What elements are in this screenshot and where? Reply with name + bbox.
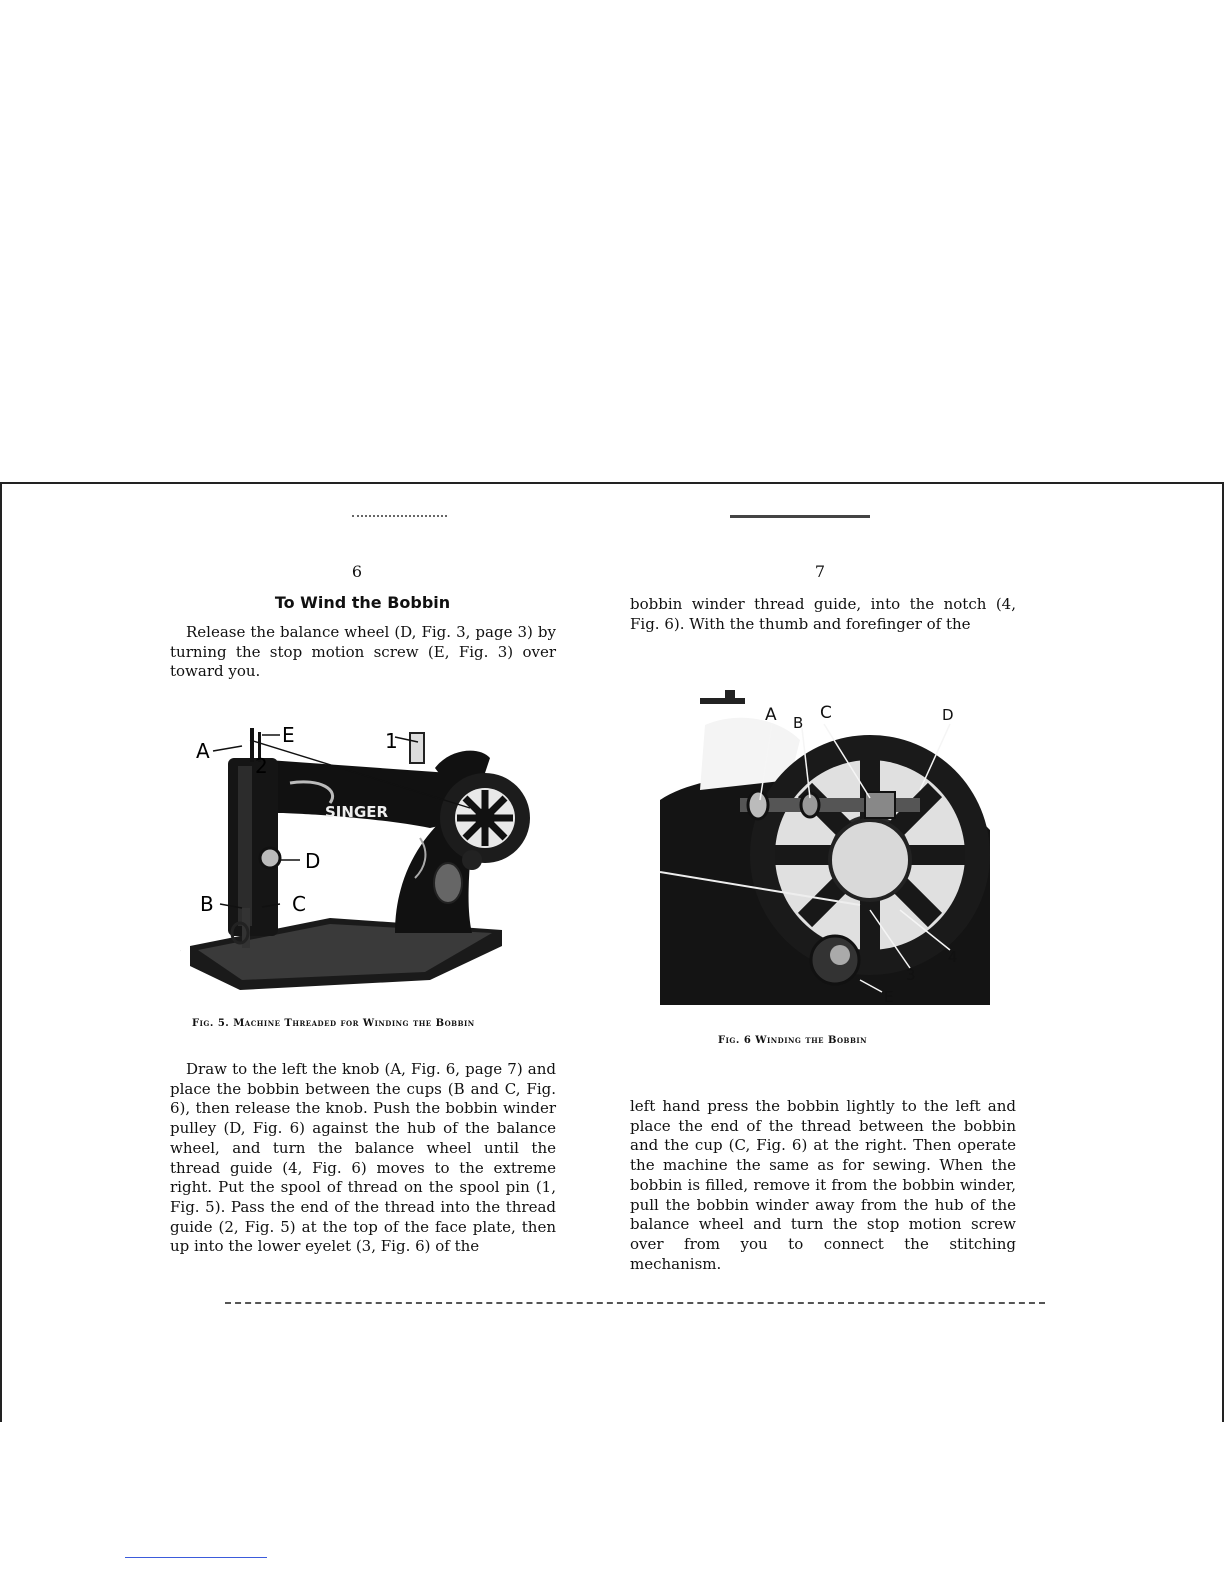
scan-frame-top [0, 482, 1224, 484]
fig5-label-2: 2 [255, 754, 268, 778]
fig6-label-3: 3 [906, 966, 916, 984]
fig6-label-4: 4 [948, 948, 958, 966]
bottom-rule [225, 1302, 1045, 1304]
figure-6-photo [660, 680, 990, 1014]
fig6-label-a: A [765, 705, 777, 725]
left-page-number: 6 [351, 562, 363, 581]
figure-6-caption: Fig. 6 Winding the Bobbin [718, 1035, 868, 1046]
fig5-label-b: B [200, 892, 214, 916]
fig6-label-d: D [942, 706, 954, 724]
singer-decal: SINGER [325, 803, 389, 821]
fig5-label-1: 1 [385, 729, 398, 753]
section-heading: To Wind the Bobbin [274, 593, 451, 612]
fig6-label-c: C [820, 703, 832, 723]
left-main-paragraph: Draw to the left the knob (A, Fig. 6, page 7) and place the bobbin between the cups (B and C, Fig. 6), then release the knob. Push the bobbin winder pulley (D, Fig. 6) against the hub of the balance wheel, and turn the balance wheel until the thread guide (4, Fig. 6) moves to the extreme right. Put the spool of thread on the spool pin (1, Fig. 5). Pass the end of the thread into the thread guide (2, Fig. 5) at the top of the face plate, then up into the lower eyelet (3, Fig. 6) of the [170, 1060, 556, 1256]
right-intro-paragraph: bobbin winder thread guide, into the notch (4, Fig. 6). With the thumb and forefinger of the [630, 595, 1016, 633]
figure-5-illustration [180, 718, 540, 1002]
fig5-label-e: E [282, 723, 295, 747]
hyperlink-underline[interactable] [125, 1557, 267, 1558]
left-intro-paragraph: Release the balance wheel (D, Fig. 3, page 3) by turning the stop motion screw (E, Fig. 3) over toward you. [170, 623, 556, 681]
fig5-label-d: D [305, 849, 321, 873]
fig6-label-b: B [793, 714, 804, 732]
figure-5-caption: Fig. 5. Machine Threaded for Winding the Bobbin [192, 1018, 475, 1029]
right-page-number: 7 [814, 562, 826, 581]
fig5-label-c: C [292, 892, 306, 916]
top-rule-right [730, 515, 870, 518]
fig5-label-a: A [196, 739, 210, 763]
top-rule-left [352, 515, 447, 517]
scan-frame-left [0, 482, 2, 1422]
fig6-label-e: E [884, 988, 894, 1006]
right-main-paragraph: left hand press the bobbin lightly to the left and place the end of the thread between the bobbin and the cup (C, Fig. 6) at the right. Then operate the machine the same as for sewing. When the bobbin is filled, remove it from the bobbin winder, pull the bobbin winder away from the hub of the balance wheel and turn the stop motion screw over from you to connect the stitching mechanism. [630, 1097, 1016, 1273]
